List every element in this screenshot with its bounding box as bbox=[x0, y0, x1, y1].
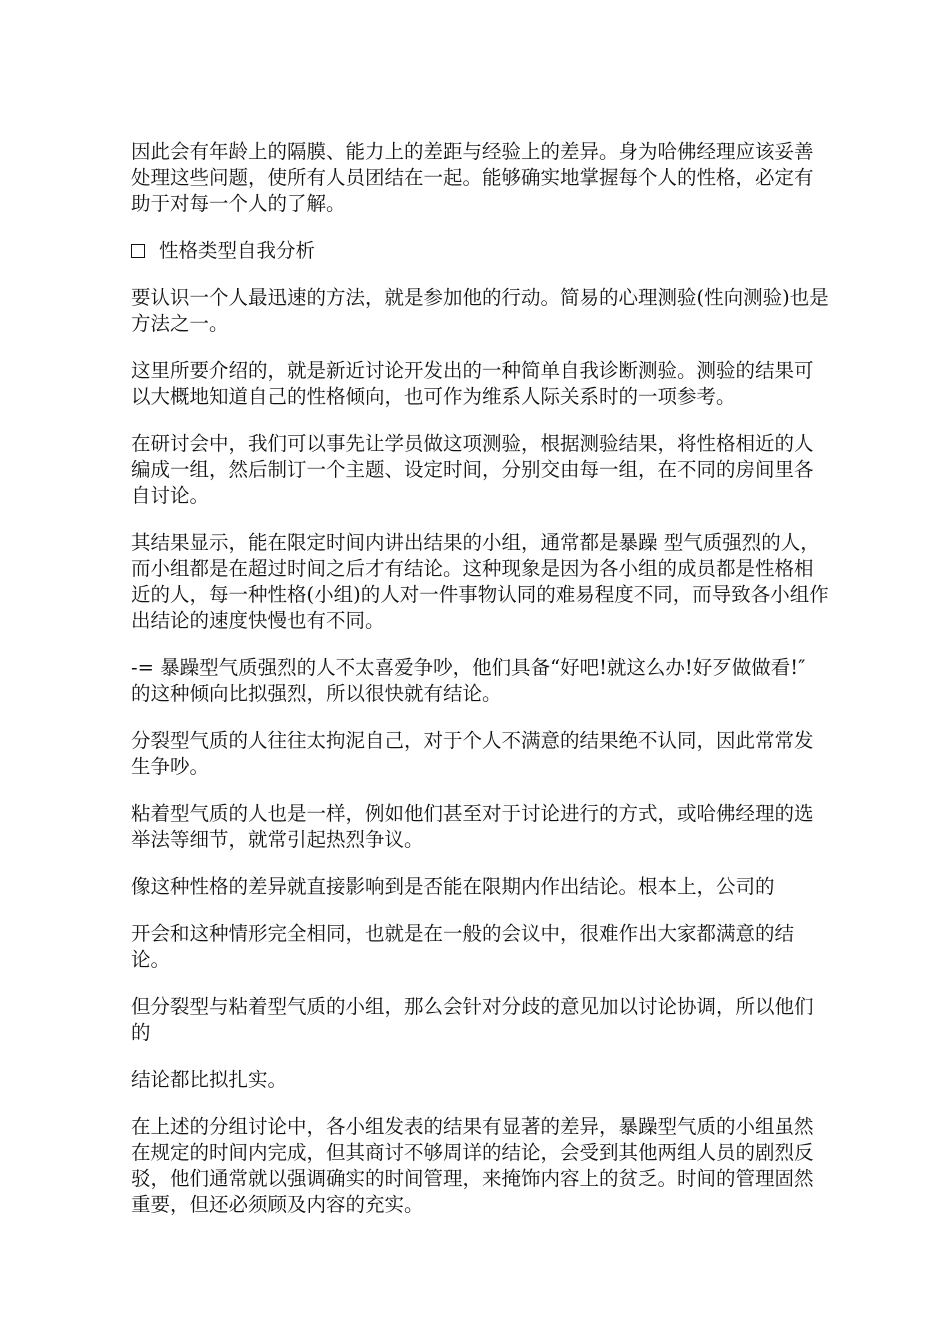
body-paragraph: 像这种性格的差异就直接影响到是否能在限期内作出结论。根本上，公司的 bbox=[131, 875, 775, 898]
body-paragraph: 但分裂型与粘着型气质的小组，那么会针对分歧的意见加以讨论协调，所以他们的 bbox=[131, 995, 814, 1044]
body-paragraph: 其结果显示，能在限定时间内讲出结果的小组，通常都是暴躁 型气质强烈的人，而小组都是在超过时间之后才有结论。这种现象是因为各小组的成员都是性格相近的人，每一种性格(小组)的人对一件事物认同的难易程度不同，而导致各小组作出结论的速度快慢也有不同。 bbox=[131, 531, 829, 632]
section-heading bbox=[131, 238, 831, 264]
body-paragraph: 粘着型气质的人也是一样，例如他们甚至对于讨论进行的方式，或哈佛经理的选举法等细节，就常引起热烈争议。 bbox=[131, 802, 814, 851]
body-paragraph: 开会和这种情形完全相同，也就是在一般的会议中，很难作出大家都满意的结论。 bbox=[131, 922, 795, 971]
body-paragraph: 在研讨会中，我们可以事先让学员做这项测验，根据测验结果，将性格相近的人编成一组，然后制订一个主题、设定时间，分别交由每一组，在不同的房间里各自讨论。 bbox=[131, 432, 814, 507]
body-paragraph: 这里所要介绍的，就是新近讨论开发出的一种简单自我诊断测验。测验的结果可以大概地知道自己的性格倾向，也可作为维系人际关系时的一项参考。 bbox=[131, 359, 814, 408]
section-heading-text: 性格类型自我分析 bbox=[159, 239, 316, 262]
checkbox-icon bbox=[131, 244, 145, 258]
body-paragraph: 在上述的分组讨论中，各小组发表的结果有显著的差异，暴躁型气质的小组虽然在规定的时间内完成，但其商讨不够周详的结论，会受到其他两组人员的剧烈反驳，他们通常就以强调确实的时间管理，来掩饰内容上的贫乏。时间的管理固然重要，但还必须顾及内容的充实。 bbox=[131, 1115, 814, 1216]
intro-paragraph: 因此会有年龄上的隔膜、能力上的差距与经验上的差异。身为哈佛经理应该妥善处理这些问题，使所有人员团结在一起。能够确实地掌握每个人的性格，必定有助于对每一个人的了解。 bbox=[131, 140, 814, 215]
body-paragraph: 要认识一个人最迅速的方法，就是参加他的行动。简易的心理测验(性向测验)也是方法之一。 bbox=[131, 286, 829, 335]
body-paragraph: 分裂型气质的人往往太拘泥自己，对于个人不满意的结果绝不认同，因此常常发生争吵。 bbox=[131, 729, 814, 778]
body-paragraph: -= 暴躁型气质强烈的人不太喜爱争吵，他们具备“好吧!就这么办!好歹做做看!″ 的这种倾向比拟强烈，所以很快就有结论。 bbox=[131, 656, 812, 705]
document-page bbox=[131, 139, 831, 1239]
body-paragraph: 结论都比拟扎实。 bbox=[131, 1068, 288, 1091]
